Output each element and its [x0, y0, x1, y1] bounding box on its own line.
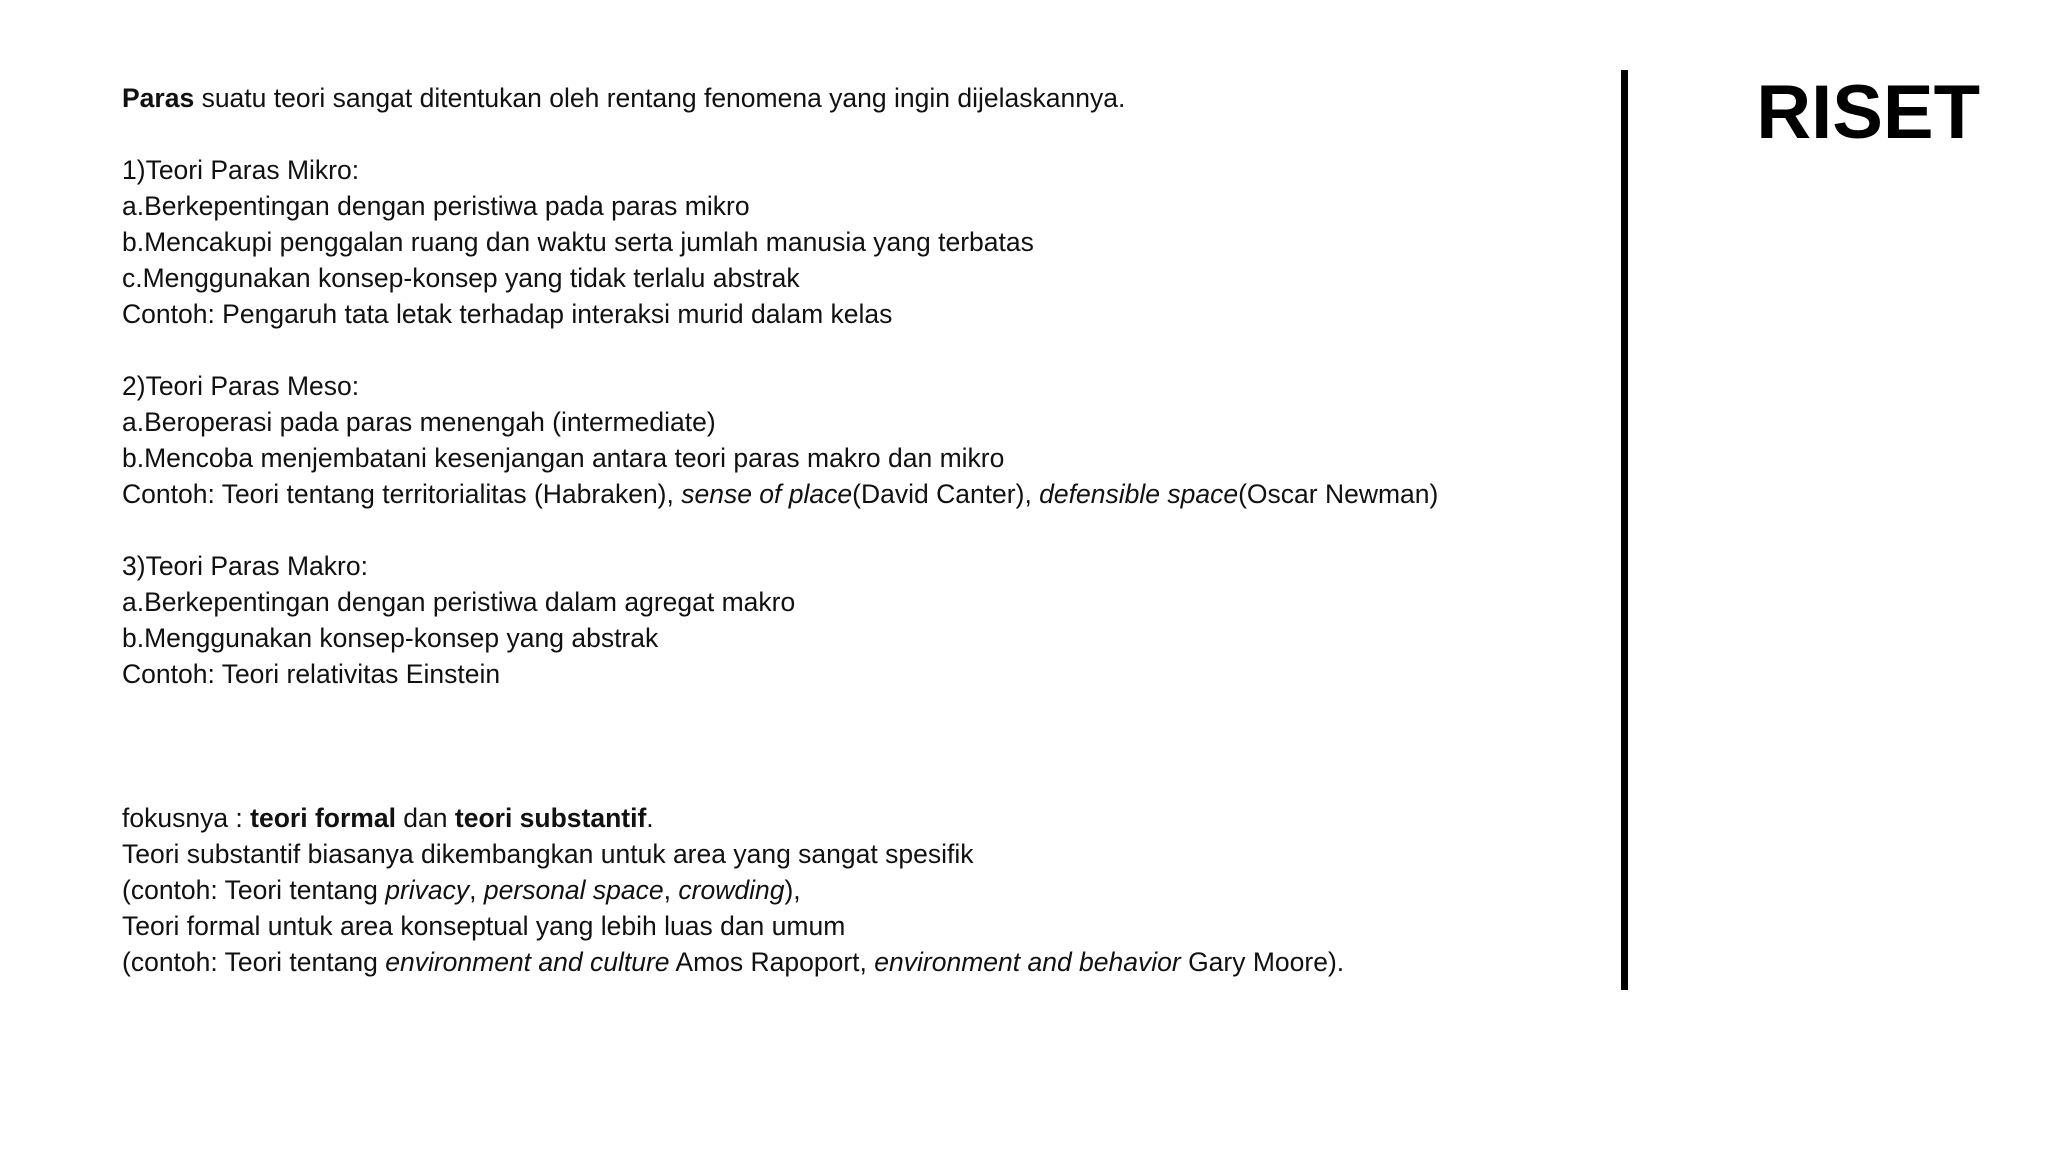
example-italic: crowding — [678, 875, 785, 905]
makro-example: Contoh: Teori relativitas Einstein — [122, 659, 501, 689]
example-part: , — [469, 875, 484, 905]
example-part: , — [663, 875, 679, 905]
spacer — [122, 116, 1602, 152]
focus-part: dan — [395, 803, 455, 833]
vertical-divider — [1621, 70, 1628, 990]
intro-line — [122, 80, 1602, 116]
meso-heading: 2)Teori Paras Meso: — [122, 371, 360, 401]
example-italic: environment and behavior — [874, 947, 1181, 977]
intro-rest: suatu teori sangat ditentukan oleh rentang fenomena yang ingin dijelaskannya. — [194, 83, 1126, 113]
substantive-description: Teori substantif biasanya dikembangkan untuk area yang sangat spesifik — [122, 839, 974, 869]
intro-bold-term: Paras — [122, 83, 195, 113]
mikro-item-a: a.Berkepentingan dengan peristiwa pada paras mikro — [122, 191, 750, 221]
meso-example-part: (David Canter), — [852, 479, 1040, 509]
meso-example — [122, 476, 1602, 512]
meso-example-italic: sense of place — [681, 479, 853, 509]
focus-bold-term: teori formal — [250, 803, 396, 833]
example-italic: personal space — [483, 875, 664, 905]
mikro-item-c: c.Menggunakan konsep-konsep yang tidak terlalu abstrak — [122, 263, 800, 293]
example-part: (contoh: Teori tentang — [122, 875, 386, 905]
makro-item-a: a.Berkepentingan dengan peristiwa dalam agregat makro — [122, 587, 796, 617]
example-italic: environment and culture — [385, 947, 670, 977]
meso-example-part: (Oscar Newman) — [1238, 479, 1439, 509]
example-part: (contoh: Teori tentang — [122, 947, 386, 977]
spacer — [122, 512, 1602, 548]
focus-line — [122, 800, 1602, 836]
slide-title: RISET — [1756, 70, 1980, 155]
focus-bold-term: teori substantif — [454, 803, 647, 833]
example-part: Amos Rapoport, — [669, 947, 875, 977]
mikro-item-b: b.Mencakupi penggalan ruang dan waktu serta jumlah manusia yang terbatas — [122, 227, 1034, 257]
spacer — [122, 332, 1602, 368]
meso-example-part: Contoh: Teori tentang territorialitas (Habraken), — [122, 479, 682, 509]
meso-example-italic: defensible space — [1039, 479, 1239, 509]
substantive-example — [122, 872, 1602, 908]
focus-part: fokusnya : — [122, 803, 251, 833]
example-part: ), — [784, 875, 801, 905]
spacer — [122, 692, 1602, 800]
example-italic: privacy — [385, 875, 470, 905]
mikro-example: Contoh: Pengaruh tata letak terhadap interaksi murid dalam kelas — [122, 299, 893, 329]
mikro-heading: 1)Teori Paras Mikro: — [122, 155, 360, 185]
meso-item-b: b.Mencoba menjembatani kesenjangan antara teori paras makro dan mikro — [122, 443, 1005, 473]
meso-item-a: a.Beroperasi pada paras menengah (intermediate) — [122, 407, 716, 437]
formal-example — [122, 944, 1602, 980]
makro-item-b: b.Menggunakan konsep-konsep yang abstrak — [122, 623, 659, 653]
formal-description: Teori formal untuk area konseptual yang lebih luas dan umum — [122, 911, 846, 941]
makro-heading: 3)Teori Paras Makro: — [122, 551, 368, 581]
example-part: Gary Moore). — [1180, 947, 1345, 977]
slide-body-text — [122, 80, 1602, 980]
focus-part: . — [646, 803, 654, 833]
